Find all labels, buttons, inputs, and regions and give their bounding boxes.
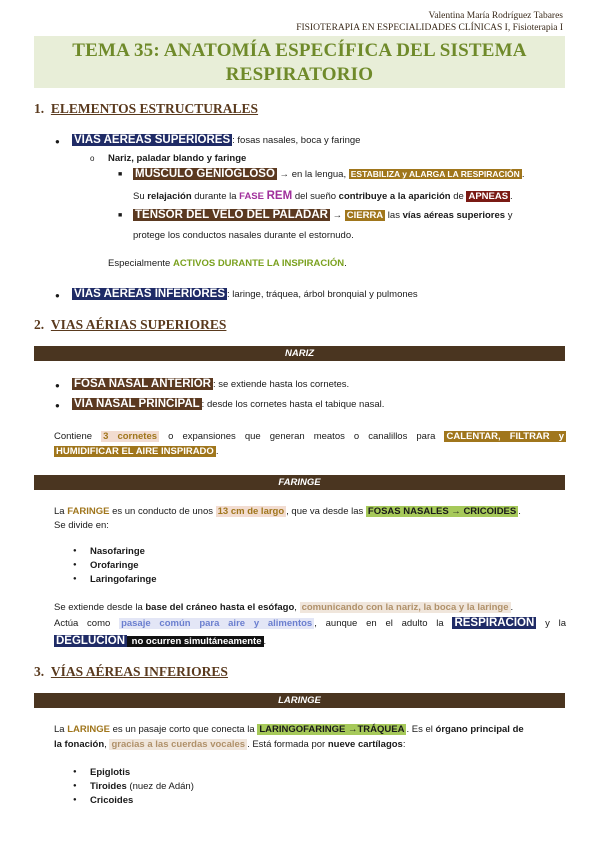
faringe-word: FARINGE bbox=[67, 506, 110, 517]
circle-bullet-icon: o bbox=[90, 154, 95, 163]
laringe-line-2 bbox=[54, 738, 405, 751]
text: las bbox=[385, 210, 403, 221]
bullet-icon: ● bbox=[55, 137, 60, 146]
square-bullet-icon: ■ bbox=[118, 212, 123, 219]
period: . bbox=[510, 602, 514, 613]
tensor-highlight: TENSOR DEL VELO DEL PALADAR bbox=[135, 209, 328, 221]
cierra-highlight: CIERRA bbox=[346, 210, 384, 221]
bullet-icon: ● bbox=[73, 797, 77, 803]
bullet-icon: ● bbox=[73, 576, 77, 582]
sub-nariz: Nariz, paladar blando y faringe bbox=[108, 153, 247, 164]
geniogloso-line bbox=[133, 168, 524, 181]
author-name: Valentina María Rodríguez Tabares bbox=[428, 11, 563, 21]
faringe-bar: FARINGE bbox=[34, 475, 565, 490]
fase-label: FASE bbox=[239, 191, 267, 202]
text: La bbox=[54, 506, 68, 517]
period: . bbox=[263, 636, 267, 647]
laringe-bar: LARINGE bbox=[34, 693, 565, 708]
deglucion-highlight: DEGLUCIÓN bbox=[56, 635, 125, 647]
simultaneamente-highlight: no ocurren simultáneamente bbox=[129, 636, 262, 647]
part-3: Laringofaringe bbox=[90, 574, 157, 585]
topic-title-box bbox=[34, 36, 565, 88]
page-header bbox=[296, 10, 563, 34]
geniogloso-text: → en la lengua, bbox=[276, 169, 349, 180]
text: o expansiones que generan meatos o canalillos para bbox=[159, 431, 445, 442]
organo-bold: órgano principal de bbox=[435, 724, 524, 735]
text: durante la bbox=[191, 191, 240, 202]
section-2-heading bbox=[34, 317, 226, 333]
cartilago-name: Epiglotis bbox=[90, 767, 131, 778]
nariz-bar: NARIZ bbox=[34, 346, 565, 361]
estabiliza-highlight: ESTABILIZA y ALARGA LA RESPIRACIÓN bbox=[350, 169, 520, 179]
pasaje-highlight: pasaje común para aire y alimentos bbox=[121, 618, 313, 629]
fosa-text: : se extiende hasta los cornetes. bbox=[212, 379, 350, 390]
text: del sueño bbox=[292, 191, 339, 202]
vas-text: : fosas nasales, boca y faringe bbox=[232, 135, 361, 146]
cornetes-highlight: 3 cornetes bbox=[103, 431, 158, 442]
text: de bbox=[450, 191, 467, 202]
text: Especialmente bbox=[108, 258, 173, 269]
text: . Es el bbox=[406, 724, 436, 735]
relajacion-line bbox=[133, 190, 513, 203]
part-1: Nasofaringe bbox=[90, 546, 145, 557]
fosas-highlight: FOSAS NASALES → CRICOIDES bbox=[367, 506, 517, 517]
part-2: Orofaringe bbox=[90, 560, 139, 571]
contiene-line-1 bbox=[54, 430, 566, 443]
topic-title-line1: TEMA 35: ANATOMÍA ESPECÍFICA DEL SISTEMA bbox=[72, 40, 527, 61]
bullet-icon: ● bbox=[73, 548, 77, 554]
vias-bold: vías aéreas superiores bbox=[402, 210, 506, 221]
rem-label: REM bbox=[266, 190, 293, 202]
laringofaringe-highlight: LARINGOFARINGE →TRÁQUEA bbox=[259, 724, 405, 735]
period: . bbox=[215, 446, 219, 457]
vas-highlight: VÍAS AÉREAS SUPERIORES bbox=[74, 134, 231, 146]
text: , bbox=[104, 739, 110, 750]
arrow-text: → bbox=[329, 210, 345, 221]
text: y la bbox=[536, 618, 566, 629]
cartilago-name: Tiroides bbox=[90, 781, 127, 792]
activos-green: ACTIVOS DURANTE LA INSPIRACIÓN bbox=[172, 258, 345, 269]
text: Contiene bbox=[54, 431, 102, 442]
especialmente-line bbox=[108, 257, 347, 270]
cartilago-name: Cricoides bbox=[90, 795, 134, 806]
bullet-icon: ● bbox=[73, 783, 77, 789]
section-3-heading bbox=[34, 664, 228, 680]
vai-line bbox=[72, 288, 418, 301]
cartilago-note: (nuez de Adán) bbox=[126, 781, 194, 792]
fosa-highlight: FOSA NASAL ANTERIOR bbox=[74, 378, 211, 390]
tensor-line bbox=[133, 209, 565, 222]
colon: : bbox=[402, 739, 406, 750]
vas-line bbox=[72, 134, 360, 147]
calentar-highlight: CALENTAR, FILTRAR y bbox=[446, 431, 564, 442]
respiracion-highlight: RESPIRACIÓN bbox=[454, 617, 535, 629]
bullet-icon: ● bbox=[73, 769, 77, 775]
relajacion-bold: relajación bbox=[147, 191, 192, 202]
contiene-line-2 bbox=[54, 445, 218, 458]
period: . bbox=[510, 191, 513, 202]
bullet-icon: ● bbox=[55, 381, 60, 390]
apneas-highlight: APNEAS bbox=[468, 191, 509, 202]
comunicando-highlight: comunicando con la nariz, la boca y la laringe bbox=[301, 602, 509, 613]
section-1-title: ELEMENTOS ESTRUCTURALES bbox=[50, 101, 259, 116]
cuerdas-highlight: gracias a las cuerdas vocales bbox=[111, 739, 246, 750]
section-2-number: 2. bbox=[34, 317, 45, 332]
vai-highlight: VÍAS AÉREAS INFERIORES bbox=[74, 288, 226, 300]
section-3-number: 3. bbox=[34, 664, 45, 679]
deglucion-line bbox=[54, 635, 266, 648]
largo-highlight: 13 cm de largo bbox=[217, 506, 285, 517]
text: Se extiende desde la bbox=[54, 602, 146, 613]
text: , que va desde las bbox=[286, 506, 366, 517]
contribuye-bold: contribuye a la aparición bbox=[338, 191, 451, 202]
section-3-title: VÍAS AÉREAS INFERIORES bbox=[50, 664, 228, 679]
text: , bbox=[294, 602, 300, 613]
bullet-icon: ● bbox=[73, 562, 77, 568]
topic-title-line2: RESPIRATORIO bbox=[225, 64, 374, 85]
bullet-icon: ● bbox=[55, 401, 60, 410]
actua-line bbox=[54, 617, 566, 630]
via-line bbox=[72, 398, 384, 411]
cartilagos-bold: nueve cartílagos bbox=[327, 739, 403, 750]
text: Actúa como bbox=[54, 618, 120, 629]
period: . bbox=[518, 506, 521, 517]
laringe-word: LARINGE bbox=[67, 724, 110, 735]
section-1-heading bbox=[34, 101, 258, 117]
text: . Está formada por bbox=[247, 739, 328, 750]
via-highlight: VÍA NASAL PRINCIPAL bbox=[74, 398, 200, 410]
vai-text: : laringe, tráquea, árbol bronquial y pulmones bbox=[227, 289, 418, 300]
bullet-icon: ● bbox=[55, 291, 60, 300]
text: Su bbox=[133, 191, 148, 202]
section-2-title: VIAS AÉRIAS SUPERIORES bbox=[50, 317, 227, 332]
cartilago-3 bbox=[90, 794, 133, 807]
period: . bbox=[344, 258, 347, 269]
text: y bbox=[505, 210, 513, 221]
fonacion-bold: la fonación bbox=[54, 739, 105, 750]
course-name: FISIOTERAPIA EN ESPECIALIDADES CLÍNICAS I, Fisioterapia I bbox=[296, 23, 563, 33]
via-text: : desde los cornetes hasta el tabique nasal. bbox=[201, 399, 385, 410]
text: , aunque en el adulto la bbox=[314, 618, 453, 629]
divide-line: Se divide en: bbox=[54, 520, 109, 531]
humidificar-highlight: HUMIDIFICAR EL AIRE INSPIRADO bbox=[56, 446, 214, 457]
laringe-line-1 bbox=[54, 723, 524, 736]
text: es un pasaje corto que conecta la bbox=[109, 724, 258, 735]
section-1-number: 1. bbox=[34, 101, 45, 116]
text: La bbox=[54, 724, 68, 735]
text: es un conducto de unos bbox=[109, 506, 216, 517]
tensor-line-2: protege los conductos nasales durante el estornudo. bbox=[133, 230, 354, 241]
period: . bbox=[521, 169, 525, 180]
extiende-line bbox=[54, 601, 513, 614]
square-bullet-icon: ■ bbox=[118, 171, 123, 178]
base-bold: base del cráneo hasta el esófago bbox=[145, 602, 295, 613]
faringe-line-1 bbox=[54, 505, 521, 518]
geniogloso-highlight: MÚSCULO GENIOGLOSO bbox=[135, 168, 275, 180]
fosa-line bbox=[72, 378, 349, 391]
cartilago-2 bbox=[90, 780, 194, 793]
cartilago-1 bbox=[90, 766, 130, 779]
